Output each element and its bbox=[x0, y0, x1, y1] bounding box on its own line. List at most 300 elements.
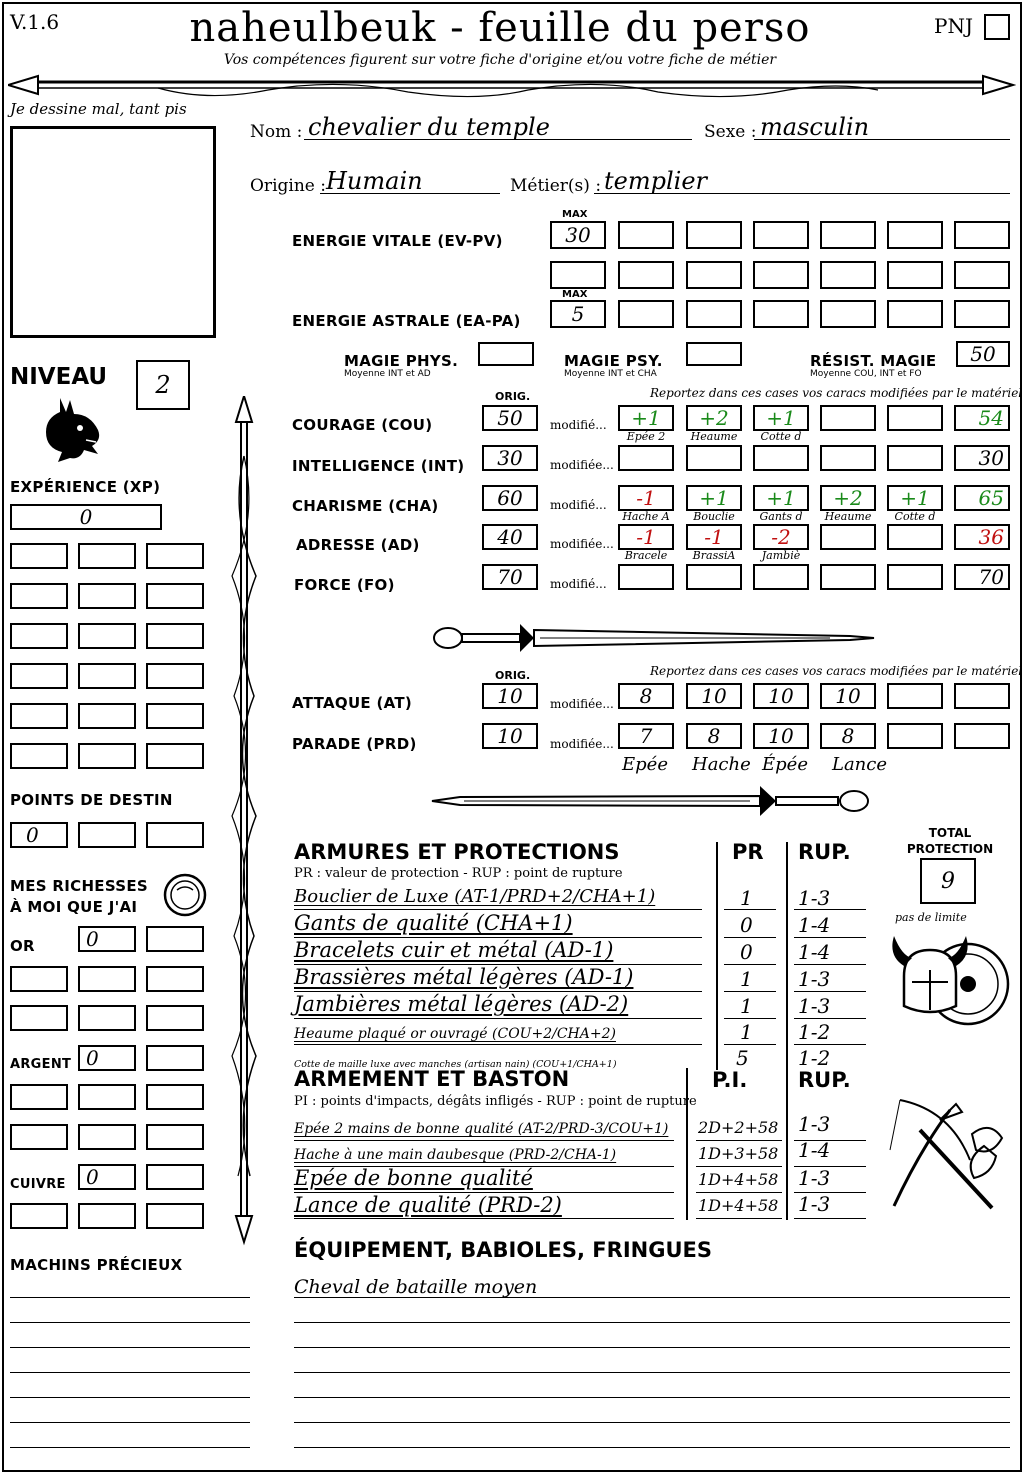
armement-col-divider bbox=[686, 1068, 688, 1220]
xp-tally-box[interactable] bbox=[146, 703, 204, 729]
armement-note: PI : points d'impacts, dégâts infligés - RUP : point de rupture bbox=[294, 1094, 697, 1109]
armure-pr: 1 bbox=[740, 886, 753, 910]
stat-mod-box[interactable] bbox=[753, 405, 809, 431]
no-limit-label: pas de limite bbox=[895, 911, 967, 924]
argent-box[interactable] bbox=[146, 1084, 204, 1110]
equipement-line[interactable] bbox=[294, 1322, 1010, 1323]
stat-orig-cou[interactable] bbox=[482, 405, 538, 431]
version-label: V.1.6 bbox=[10, 10, 60, 34]
stat-mod-value: +2 bbox=[833, 486, 863, 510]
stat-final-cou[interactable] bbox=[954, 405, 1010, 431]
stat-label-ad: ADRESSE (AD) bbox=[296, 536, 420, 554]
armure-rup: 1-4 bbox=[798, 940, 831, 964]
armure-row-line[interactable] bbox=[294, 909, 702, 910]
parade-weapon-box[interactable] bbox=[820, 723, 876, 749]
armure-name: Gants de qualité (CHA+1) bbox=[294, 911, 573, 935]
nom-label: Nom : bbox=[250, 122, 303, 142]
armure-rup: 1-2 bbox=[798, 1046, 831, 1070]
equipement-line[interactable] bbox=[294, 1397, 1010, 1398]
stat-orig-value: 60 bbox=[497, 486, 523, 510]
ea-box[interactable] bbox=[753, 300, 809, 328]
ev-label: ENERGIE VITALE (EV-PV) bbox=[292, 232, 503, 250]
xp-tally-box[interactable] bbox=[146, 583, 204, 609]
weapon-col-label: Épée bbox=[762, 754, 808, 775]
stat-mod-box[interactable] bbox=[887, 445, 943, 471]
attaque-weapon-box[interactable] bbox=[618, 683, 674, 709]
modifie-label: modifié... bbox=[550, 498, 607, 512]
stat-mod-box[interactable] bbox=[820, 485, 876, 511]
stat-mod-value: +1 bbox=[900, 486, 930, 510]
staff-decoration bbox=[226, 396, 262, 1246]
stat-mod-box[interactable] bbox=[618, 405, 674, 431]
sheet-subtitle: Vos compétences figurent sur votre fiche d'origine et/ou votre fiche de métier bbox=[223, 52, 777, 68]
pnj-label: PNJ bbox=[934, 14, 973, 38]
cuivre-box[interactable] bbox=[146, 1203, 204, 1229]
stat-mod-box[interactable] bbox=[887, 485, 943, 511]
arme-pi: 1D+3+58 bbox=[698, 1144, 779, 1163]
stat-mod-box[interactable] bbox=[686, 405, 742, 431]
arme-name: Epée 2 mains de bonne qualité (AT-2/PRD-3/COU+1) bbox=[294, 1121, 669, 1137]
rup-header: RUP. bbox=[798, 840, 851, 864]
xp-tally-box[interactable] bbox=[10, 703, 68, 729]
armure-name: Brassières métal légères (AD-1) bbox=[294, 965, 634, 989]
or-box[interactable] bbox=[78, 1005, 136, 1031]
xp-tally-box[interactable] bbox=[10, 663, 68, 689]
xp-tally-box[interactable] bbox=[78, 543, 136, 569]
equipement-line[interactable] bbox=[294, 1447, 1010, 1448]
stat-mod-value: +1 bbox=[766, 486, 796, 510]
stat-final-value: 36 bbox=[978, 525, 1004, 549]
argent-box[interactable] bbox=[10, 1084, 68, 1110]
xp-tally-box[interactable] bbox=[78, 743, 136, 769]
stat-final-value: 30 bbox=[978, 446, 1004, 470]
xp-box[interactable] bbox=[10, 504, 162, 530]
magie-phys-box[interactable] bbox=[478, 342, 534, 366]
cuivre-label: CUIVRE bbox=[10, 1177, 66, 1192]
armure-pr: 5 bbox=[736, 1046, 749, 1070]
attaque-weapon-box[interactable] bbox=[954, 683, 1010, 709]
niveau-box[interactable] bbox=[136, 360, 190, 410]
modifie-label: modifiée... bbox=[550, 697, 614, 711]
ev-max-value: 30 bbox=[565, 223, 591, 247]
stat-orig-value: 50 bbox=[497, 406, 523, 430]
sexe-value: masculin bbox=[760, 113, 870, 141]
argent-box[interactable] bbox=[146, 1045, 204, 1071]
armure-row-line[interactable] bbox=[724, 964, 776, 965]
or-box[interactable] bbox=[78, 966, 136, 992]
weapon-col-label: Hache bbox=[692, 754, 751, 775]
magie-psy-label: MAGIE PSY. bbox=[564, 352, 663, 370]
crossed-weapons-icon bbox=[880, 1090, 1010, 1220]
attaque-orig-value: 10 bbox=[497, 684, 523, 708]
parade-weapon-value: 7 bbox=[639, 724, 653, 748]
total-protection-value: 9 bbox=[941, 868, 955, 894]
parade-weapon-box[interactable] bbox=[954, 723, 1010, 749]
or-box[interactable] bbox=[146, 926, 204, 952]
xp-tally-box[interactable] bbox=[78, 663, 136, 689]
xp-tally-box[interactable] bbox=[10, 743, 68, 769]
ev-box[interactable] bbox=[753, 261, 809, 289]
attaque-weapon-box[interactable] bbox=[820, 683, 876, 709]
xp-tally-box[interactable] bbox=[10, 623, 68, 649]
report-note: Reportez dans ces cases vos caracs modifiées par le matériel bbox=[650, 664, 1023, 678]
stat-label-int: INTELLIGENCE (INT) bbox=[292, 457, 465, 475]
stat-final-fo[interactable] bbox=[954, 564, 1010, 590]
stat-orig-value: 30 bbox=[497, 446, 523, 470]
cuivre-box[interactable] bbox=[10, 1203, 68, 1229]
stat-final-ad[interactable] bbox=[954, 524, 1010, 550]
niveau-value: 2 bbox=[155, 371, 171, 399]
stat-final-value: 65 bbox=[978, 486, 1004, 510]
stat-label-fo: FORCE (FO) bbox=[294, 576, 395, 594]
stat-mod-box[interactable] bbox=[618, 564, 674, 590]
armure-name: Bouclier de Luxe (AT-1/PRD+2/CHA+1) bbox=[294, 886, 656, 907]
armure-pr: 1 bbox=[740, 1020, 753, 1044]
ev-box[interactable] bbox=[686, 221, 742, 249]
ev-box[interactable] bbox=[954, 261, 1010, 289]
stat-mod-box[interactable] bbox=[820, 564, 876, 590]
ea-box[interactable] bbox=[887, 300, 943, 328]
armure-row-line[interactable] bbox=[794, 1044, 866, 1045]
pr-header: PR bbox=[732, 840, 764, 864]
equipement-line[interactable] bbox=[294, 1372, 1010, 1373]
origine-value: Humain bbox=[326, 167, 423, 195]
or-box[interactable] bbox=[146, 1005, 204, 1031]
xp-tally-box[interactable] bbox=[78, 623, 136, 649]
armure-row-line[interactable] bbox=[294, 1018, 702, 1019]
portrait-caption: Je dessine mal, tant pis bbox=[10, 100, 187, 118]
machins-line[interactable] bbox=[10, 1297, 250, 1298]
stat-mod-source: Cotte d bbox=[894, 510, 936, 523]
modifie-label: modifié... bbox=[550, 418, 607, 432]
stat-mod-box[interactable] bbox=[820, 445, 876, 471]
coin-icon bbox=[162, 872, 208, 918]
stat-mod-box[interactable] bbox=[887, 564, 943, 590]
argent-box[interactable] bbox=[78, 1084, 136, 1110]
armures-col-divider bbox=[786, 842, 788, 1070]
armure-row-line[interactable] bbox=[294, 1044, 702, 1045]
xp-label: EXPÉRIENCE (XP) bbox=[10, 478, 161, 496]
stat-mod-source: Bracele bbox=[624, 549, 668, 562]
metier-value: templier bbox=[604, 167, 707, 195]
ea-label: ENERGIE ASTRALE (EA-PA) bbox=[292, 312, 521, 330]
arme-name: Lance de qualité (PRD-2) bbox=[294, 1193, 562, 1217]
stat-mod-box[interactable] bbox=[618, 524, 674, 550]
weapon-col-label: Lance bbox=[832, 754, 888, 775]
stat-mod-box[interactable] bbox=[887, 405, 943, 431]
resist-magie-label: RÉSIST. MAGIE bbox=[810, 352, 937, 370]
arme-pi: 1D+4+58 bbox=[698, 1196, 779, 1215]
stat-mod-source: Gants d bbox=[759, 510, 803, 523]
arme-rup: 1-3 bbox=[798, 1166, 831, 1190]
ev-box[interactable] bbox=[820, 261, 876, 289]
arme-pi: 1D+4+58 bbox=[698, 1170, 779, 1189]
arme-row-line[interactable] bbox=[294, 1218, 674, 1219]
arme-row-line[interactable] bbox=[696, 1166, 782, 1167]
arme-name: Hache à une main daubesque (PRD-2/CHA-1) bbox=[294, 1147, 617, 1163]
ev-box[interactable] bbox=[618, 221, 674, 249]
richesses-label: MES RICHESSES bbox=[10, 877, 149, 895]
stat-orig-int[interactable] bbox=[482, 445, 538, 471]
stat-mod-box[interactable] bbox=[686, 485, 742, 511]
nom-value: chevalier du temple bbox=[308, 113, 550, 141]
armure-row-line[interactable] bbox=[724, 991, 776, 992]
argent-box[interactable] bbox=[78, 1124, 136, 1150]
stat-final-value: 70 bbox=[978, 565, 1004, 589]
cuivre-box[interactable] bbox=[78, 1203, 136, 1229]
stat-mod-box[interactable] bbox=[753, 445, 809, 471]
stat-mod-box[interactable] bbox=[887, 524, 943, 550]
magie-psy-sub: Moyenne INT et CHA bbox=[564, 369, 657, 379]
origine-field[interactable] bbox=[320, 166, 500, 194]
arme-pi: 2D+2+58 bbox=[698, 1118, 779, 1137]
armures-title: ARMURES ET PROTECTIONS bbox=[294, 840, 620, 864]
sheet-title: naheulbeuk - feuille du perso bbox=[189, 5, 811, 51]
argent-box[interactable] bbox=[78, 1045, 136, 1071]
arme-row-line[interactable] bbox=[696, 1192, 782, 1193]
armure-rup: 1-3 bbox=[798, 994, 831, 1018]
stat-final-cha[interactable] bbox=[954, 485, 1010, 511]
portrait-box[interactable] bbox=[10, 126, 216, 338]
stat-mod-box[interactable] bbox=[753, 485, 809, 511]
destin-value: 0 bbox=[26, 823, 39, 847]
parade-weapon-value: 10 bbox=[768, 724, 794, 748]
nom-field[interactable] bbox=[304, 112, 692, 140]
orig-label: ORIG. bbox=[495, 669, 531, 682]
parade-label: PARADE (PRD) bbox=[292, 735, 417, 753]
armure-rup: 1-2 bbox=[798, 1020, 831, 1044]
armure-row-line[interactable] bbox=[794, 909, 866, 910]
cuivre-value: 0 bbox=[86, 1165, 99, 1189]
ev-box[interactable] bbox=[686, 261, 742, 289]
xp-tally-box[interactable] bbox=[146, 743, 204, 769]
stat-mod-value: -1 bbox=[636, 525, 656, 549]
xp-tally-box[interactable] bbox=[10, 583, 68, 609]
stat-mod-box[interactable] bbox=[618, 445, 674, 471]
arme-row-line[interactable] bbox=[696, 1218, 782, 1219]
armure-row-line[interactable] bbox=[724, 1044, 776, 1045]
attaque-weapon-value: 10 bbox=[701, 684, 727, 708]
stat-mod-box[interactable] bbox=[686, 564, 742, 590]
stat-mod-value: -1 bbox=[636, 486, 656, 510]
ev-max-box[interactable] bbox=[550, 221, 606, 249]
attaque-weapon-box[interactable] bbox=[753, 683, 809, 709]
xp-tally-box[interactable] bbox=[146, 543, 204, 569]
ea-max-label: MAX bbox=[562, 289, 588, 300]
stat-orig-cha[interactable] bbox=[482, 485, 538, 511]
machins-line[interactable] bbox=[10, 1397, 250, 1398]
equipement-line[interactable] bbox=[294, 1347, 1010, 1348]
armure-pr: 0 bbox=[740, 913, 753, 937]
spear-divider-decoration bbox=[8, 68, 1016, 104]
ea-box[interactable] bbox=[618, 300, 674, 328]
armure-name: Jambières métal légères (AD-2) bbox=[294, 992, 629, 1016]
machins-line[interactable] bbox=[10, 1322, 250, 1323]
total-protection-box[interactable] bbox=[920, 858, 976, 904]
machins-line[interactable] bbox=[10, 1447, 250, 1448]
stat-mod-box[interactable] bbox=[820, 405, 876, 431]
machins-line[interactable] bbox=[10, 1422, 250, 1423]
cuivre-box[interactable] bbox=[78, 1164, 136, 1190]
stat-orig-fo[interactable] bbox=[482, 564, 538, 590]
destin-box[interactable] bbox=[10, 822, 68, 848]
helmet-shield-icon bbox=[884, 926, 1014, 1030]
stat-mod-box[interactable] bbox=[686, 524, 742, 550]
armure-row-line[interactable] bbox=[724, 937, 776, 938]
weapon-col-label: Epée bbox=[622, 754, 668, 775]
ev-box[interactable] bbox=[820, 221, 876, 249]
dragon-head-icon bbox=[40, 392, 104, 464]
ev-box[interactable] bbox=[753, 221, 809, 249]
or-box[interactable] bbox=[78, 926, 136, 952]
ev-box[interactable] bbox=[887, 261, 943, 289]
destin-box[interactable] bbox=[78, 822, 136, 848]
sword-decoration bbox=[430, 618, 876, 658]
stat-mod-box[interactable] bbox=[618, 485, 674, 511]
parade-weapon-value: 8 bbox=[707, 724, 721, 748]
equipement-line[interactable] bbox=[294, 1422, 1010, 1423]
machins-line[interactable] bbox=[10, 1372, 250, 1373]
arme-row-line[interactable] bbox=[696, 1140, 782, 1141]
parade-weapon-box[interactable] bbox=[618, 723, 674, 749]
ea-box[interactable] bbox=[686, 300, 742, 328]
stat-final-value: 54 bbox=[978, 406, 1004, 430]
attaque-weapon-box[interactable] bbox=[887, 683, 943, 709]
or-box[interactable] bbox=[10, 1005, 68, 1031]
modifie-label: modifiée... bbox=[550, 537, 614, 551]
machins-line[interactable] bbox=[10, 1347, 250, 1348]
stat-mod-value: -1 bbox=[704, 525, 724, 549]
modifie-label: modifiée... bbox=[550, 458, 614, 472]
armure-name: Cotte de maille luxe avec manches (artisan nain) (COU+1/CHA+1) bbox=[294, 1059, 617, 1070]
armement-rup-header: RUP. bbox=[798, 1068, 851, 1092]
xp-tally-box[interactable] bbox=[146, 663, 204, 689]
xp-value: 0 bbox=[79, 505, 93, 529]
ea-box[interactable] bbox=[954, 300, 1010, 328]
modifie-label: modifiée... bbox=[550, 737, 614, 751]
parade-weapon-box[interactable] bbox=[887, 723, 943, 749]
xp-tally-box[interactable] bbox=[78, 703, 136, 729]
stat-orig-ad[interactable] bbox=[482, 524, 538, 550]
origine-label: Origine : bbox=[250, 176, 326, 196]
stat-mod-source: BrassiA bbox=[692, 549, 736, 562]
or-label: OR bbox=[10, 937, 35, 955]
armement-col-divider bbox=[786, 1068, 788, 1220]
magie-psy-box[interactable] bbox=[686, 342, 742, 366]
cuivre-box[interactable] bbox=[146, 1164, 204, 1190]
ea-box[interactable] bbox=[820, 300, 876, 328]
xp-tally-box[interactable] bbox=[10, 543, 68, 569]
or-box[interactable] bbox=[10, 966, 68, 992]
stat-label-cou: COURAGE (COU) bbox=[292, 416, 433, 434]
ev-box[interactable] bbox=[887, 221, 943, 249]
machins-label: MACHINS PRÉCIEUX bbox=[10, 1256, 183, 1274]
resist-magie-box[interactable] bbox=[956, 341, 1010, 367]
metier-field[interactable] bbox=[594, 166, 1010, 194]
report-note: Reportez dans ces cases vos caracs modifiées par le matériel bbox=[650, 386, 1023, 400]
stat-mod-source: Cotte d bbox=[760, 430, 802, 443]
arme-rup: 1-3 bbox=[798, 1192, 831, 1216]
stat-mod-source: Bouclie bbox=[693, 510, 735, 523]
attaque-weapon-box[interactable] bbox=[686, 683, 742, 709]
magie-phys-label: MAGIE PHYS. bbox=[344, 352, 459, 370]
ev-box[interactable] bbox=[618, 261, 674, 289]
stat-mod-source: Hache A bbox=[622, 510, 670, 523]
armure-row-line[interactable] bbox=[724, 1018, 776, 1019]
arme-rup: 1-4 bbox=[798, 1138, 831, 1162]
ev-max-label: MAX bbox=[562, 209, 588, 220]
armure-row-line[interactable] bbox=[724, 909, 776, 910]
armures-col-divider bbox=[716, 842, 718, 1070]
armure-row-line[interactable] bbox=[794, 937, 866, 938]
ea-max-box[interactable] bbox=[550, 300, 606, 328]
attaque-orig-box[interactable] bbox=[482, 683, 538, 709]
stat-mod-value: +1 bbox=[699, 486, 729, 510]
or-box[interactable] bbox=[146, 966, 204, 992]
stat-mod-source: Heaume bbox=[690, 430, 738, 443]
stat-mod-source: Jambiè bbox=[761, 549, 801, 562]
stat-orig-value: 70 bbox=[497, 565, 523, 589]
stat-mod-box[interactable] bbox=[753, 524, 809, 550]
attaque-weapon-value: 8 bbox=[639, 684, 653, 708]
armure-row-line[interactable] bbox=[794, 964, 866, 965]
destin-label: POINTS DE DESTIN bbox=[10, 791, 173, 809]
armure-rup: 1-4 bbox=[798, 913, 831, 937]
orig-label: ORIG. bbox=[495, 390, 531, 403]
argent-box[interactable] bbox=[10, 1124, 68, 1150]
parade-weapon-box[interactable] bbox=[753, 723, 809, 749]
parade-orig-box[interactable] bbox=[482, 723, 538, 749]
total-protection-label: TOTAL bbox=[928, 826, 972, 840]
armement-title: ARMEMENT ET BASTON bbox=[294, 1067, 570, 1091]
stat-mod-value: +1 bbox=[766, 406, 796, 430]
destin-box[interactable] bbox=[146, 822, 204, 848]
ev-box[interactable] bbox=[550, 261, 606, 289]
stat-orig-value: 40 bbox=[497, 525, 523, 549]
parade-weapon-value: 8 bbox=[841, 724, 855, 748]
equipement-item: Cheval de bataille moyen bbox=[294, 1276, 538, 1298]
stat-mod-box[interactable] bbox=[820, 524, 876, 550]
xp-tally-box[interactable] bbox=[146, 623, 204, 649]
stat-mod-box[interactable] bbox=[753, 564, 809, 590]
armures-note: PR : valeur de protection - RUP : point de rupture bbox=[294, 866, 623, 881]
armure-rup: 1-3 bbox=[798, 967, 831, 991]
arme-rup: 1-3 bbox=[798, 1112, 831, 1136]
niveau-label: NIVEAU bbox=[10, 364, 108, 390]
stat-final-int[interactable] bbox=[954, 445, 1010, 471]
equipement-line[interactable] bbox=[294, 1297, 1010, 1298]
stat-mod-box[interactable] bbox=[686, 445, 742, 471]
armure-row-line[interactable] bbox=[794, 1018, 866, 1019]
stat-mod-source: Epée 2 bbox=[626, 430, 666, 443]
ea-max-value: 5 bbox=[571, 302, 585, 326]
magie-phys-sub: Moyenne INT et AD bbox=[344, 369, 431, 379]
total-protection-label-2: PROTECTION bbox=[906, 842, 994, 856]
argent-box[interactable] bbox=[146, 1124, 204, 1150]
armure-rup: 1-3 bbox=[798, 886, 831, 910]
armure-row-line[interactable] bbox=[794, 991, 866, 992]
sexe-field[interactable] bbox=[754, 112, 1010, 140]
armure-pr: 1 bbox=[740, 967, 753, 991]
arme-row-line[interactable] bbox=[294, 1140, 674, 1141]
modifie-label: modifié... bbox=[550, 577, 607, 591]
ev-box[interactable] bbox=[954, 221, 1010, 249]
xp-tally-box[interactable] bbox=[78, 583, 136, 609]
arme-row-line[interactable] bbox=[794, 1218, 866, 1219]
parade-weapon-box[interactable] bbox=[686, 723, 742, 749]
stat-mod-value: -2 bbox=[771, 525, 791, 549]
pnj-checkbox[interactable] bbox=[984, 14, 1010, 40]
